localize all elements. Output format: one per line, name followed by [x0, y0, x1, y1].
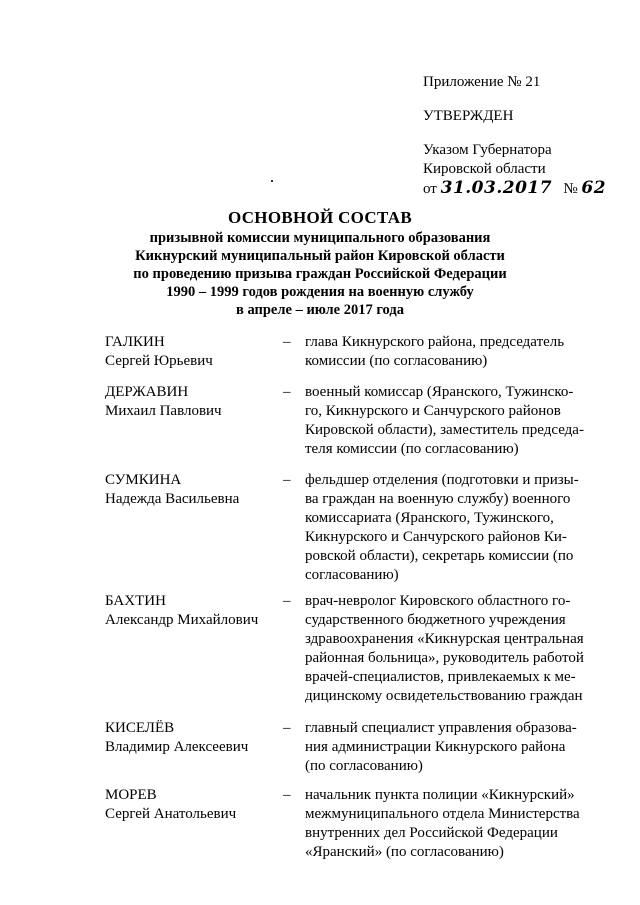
member-row	[105, 592, 595, 719]
member-surname: МОРЕВ	[105, 787, 157, 803]
member-given-name: Александр Михайлович	[105, 612, 259, 628]
member-role	[305, 719, 595, 786]
member-surname: ДЕРЖАВИН	[105, 384, 189, 400]
role-line: врачей-специалистов, привлекаемых к ме-	[305, 669, 576, 685]
dash: –	[283, 334, 291, 350]
member-row	[105, 471, 595, 592]
dash: –	[283, 472, 291, 488]
role-line: согласованию)	[305, 567, 399, 583]
title-line: Кикнурский муниципальный район Кировской области	[135, 248, 505, 264]
member-given-name: Сергей Юрьевич	[105, 353, 213, 369]
dash: –	[283, 384, 291, 400]
role-line: врач-невролог Кировского областного го-	[305, 593, 571, 609]
member-name	[105, 333, 283, 383]
approved-label: УТВЕРЖДЕН	[423, 108, 514, 124]
decree-line-2: Кировской области	[423, 161, 546, 177]
role-line: Кировской области), заместитель председа-	[305, 422, 584, 438]
document-title	[40, 207, 600, 319]
role-line: комиссариата (Яранского, Тужинского,	[305, 510, 554, 526]
member-given-name: Владимир Алексеевич	[105, 739, 249, 755]
member-row	[105, 719, 595, 786]
handwritten-number: 62	[581, 178, 607, 198]
member-name	[105, 719, 283, 786]
date-prefix: от	[423, 181, 437, 197]
member-given-name: Сергей Анатольевич	[105, 806, 237, 822]
member-surname: СУМКИНА	[105, 472, 182, 488]
role-line: сударственного бюджетного учреждения	[305, 612, 566, 628]
member-name	[105, 786, 283, 866]
member-name	[105, 471, 283, 592]
role-line: главный специалист управления образова-	[305, 720, 577, 736]
role-line: здравоохранения «Кикнурская центральная	[305, 631, 584, 647]
member-surname: КИСЕЛЁВ	[105, 720, 175, 736]
member-role	[305, 333, 595, 383]
title-line: призывной комиссии муниципального образования	[149, 230, 491, 246]
role-line: дицинскому освидетельствованию граждан	[305, 688, 583, 704]
appendix-label: Приложение № 21	[423, 74, 541, 90]
dash: –	[283, 720, 291, 736]
member-surname: БАХТИН	[105, 593, 166, 609]
member-role	[305, 592, 595, 719]
role-line: «Яранский» (по согласованию)	[305, 844, 504, 860]
member-given-name: Михаил Павлович	[105, 403, 222, 419]
role-line: начальник пункта полиции «Кикнурский»	[305, 787, 575, 803]
handwritten-date: 31.03.2017	[440, 178, 553, 198]
members-list	[105, 333, 595, 866]
title-line: 1990 – 1999 годов рождения на военную службу	[166, 284, 474, 300]
role-line: Кикнурского и Санчурского районов Ки-	[305, 529, 567, 545]
number-prefix: №	[563, 181, 578, 197]
member-surname: ГАЛКИН	[105, 334, 165, 350]
role-line: (по согласованию)	[305, 758, 423, 774]
dash: –	[283, 593, 291, 609]
role-line: теля комиссии (по согласованию)	[305, 441, 519, 457]
role-line: ния администрации Кикнурского района	[305, 739, 566, 755]
role-line: ровской области), секретарь комиссии (по	[305, 548, 574, 564]
approval-block	[423, 73, 623, 199]
member-role	[305, 471, 595, 592]
decree-date-line	[423, 179, 623, 199]
role-line: ва граждан на военную службу) военного	[305, 491, 571, 507]
role-line: военный комиссар (Яранского, Тужинско-	[305, 384, 574, 400]
member-role	[305, 383, 595, 471]
title-line: по проведению призыва граждан Российской Федерации	[133, 266, 507, 282]
member-row	[105, 333, 595, 383]
member-name	[105, 592, 283, 719]
role-line: районная больница», руководитель работой	[305, 650, 584, 666]
title-main: ОСНОВНОЙ СОСТАВ	[227, 208, 412, 227]
role-line: межмуниципального отдела Министерства	[305, 806, 580, 822]
member-name	[105, 383, 283, 471]
role-line: го, Кикнурского и Санчурского районов	[305, 403, 561, 419]
member-role	[305, 786, 595, 866]
role-line: внутренних дел Российской Федерации	[305, 825, 558, 841]
member-given-name: Надежда Васильевна	[105, 491, 240, 507]
member-row	[105, 786, 595, 866]
title-line: в апреле – июле 2017 года	[236, 302, 404, 318]
decree-line-1: Указом Губернатора	[423, 142, 552, 158]
dash: –	[283, 787, 291, 803]
role-line: фельдшер отделения (подготовки и призы-	[305, 472, 579, 488]
member-row	[105, 383, 595, 471]
scan-speck	[271, 180, 273, 182]
role-line: комиссии (по согласованию)	[305, 353, 488, 369]
role-line: глава Кикнурского района, председатель	[305, 334, 565, 350]
